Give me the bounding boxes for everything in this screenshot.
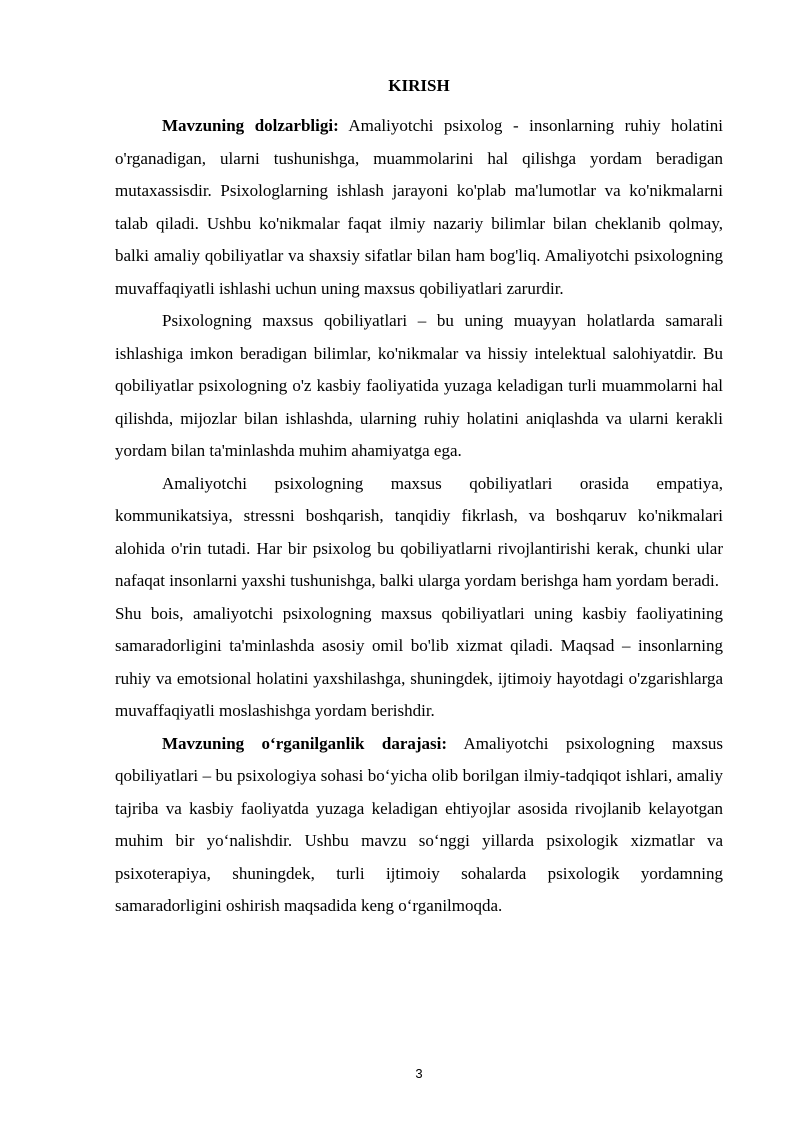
paragraph-study-level bbox=[115, 728, 723, 923]
paragraph-text-relevance: Amaliyotchi psixolog - insonlarning ruhiy holatini o'rganadigan, ularni tushunishga, muammolarini hal qilishga yordam beradigan mutaxassisdir. Psixologlarning ishlash jarayoni ko'plab ma'lumotlar va ko'nikmalarni talab qiladi. Ushbu ko'nikmalar faqat ilmiy nazariy bilimlar bilan cheklanib qolmay, balki amaliy qobiliyatlar va shaxsiy sifatlar bilan ham bog'liq. Amaliyotchi psixologning muvaffaqiyatli ishlashi uchun uning maxsus qobiliyatlari zarurdir. bbox=[115, 116, 723, 298]
page-number: 3 bbox=[415, 1066, 423, 1081]
section-heading: KIRISH bbox=[388, 76, 450, 95]
paragraph-abilities-list: Amaliyotchi psixologning maxsus qobiliyatlari orasida empatiya, kommunikatsiya, stressni boshqarish, tanqidiy fikrlash, va boshqaruv ko'nikmalari alohida o'rin tutadi. Har bir psixolog bu qobiliyatlarni rivojlantirishi kerak, chunki ular nafaqat insonlarni yaxshi tushunishga, balki ularga yordam berishga ham yordam beradi. bbox=[115, 473, 723, 590]
paragraph-relevance bbox=[115, 110, 723, 305]
page-content bbox=[115, 75, 723, 923]
paragraph-lead-study-level: Mavzuning o‘rganilganlik darajasi: bbox=[162, 733, 448, 753]
paragraph-text-study-level: Amaliyotchi psixologning maxsus qobiliyatlari – bu psixologiya sohasi bo‘yicha olib borilgan ilmiy-tadqiqot ishlari, amaliy tajriba va kasbiy faoliyatda yuzaga keladigan ehtiyojlar asosida rivojlanib kelayotgan muhim bir yo‘nalishdir. Ushbu mavzu so‘nggi yillarda psixologik xizmatlar va psixoterapiya, shuningdek, turli ijtimoiy sohalarda psixologik yordamning samaradorligini oshirish maqsadida keng o‘rganilmoqda. bbox=[115, 733, 723, 915]
paragraph-lead-relevance: Mavzuning dolzarbligi: bbox=[162, 116, 339, 135]
paragraph-special-abilities: Psixologning maxsus qobiliyatlari – bu uning muayyan holatlarda samarali ishlashiga imkon beradigan bilimlar, ko'nikmalar va hissiy intelektual salohiyatdir. Bu qobiliyatlar psixologning o'z kasbiy faoliyatida yuzaga keladigan turli muammolarni hal qilishda, mijozlar bilan ishlashda, ularning ruhiy holatini aniqlashda va ularni kerakli yordam bilan ta'minlashda muhim ahamiyatga ega. bbox=[115, 311, 723, 460]
paragraph-conclusion: Shu bois, amaliyotchi psixologning maxsus qobiliyatlari uning kasbiy faoliyatining samaradorligini ta'minlashda asosiy omil bo'lib xizmat qiladi. Maqsad – insonlarning ruhiy va emotsional holatini yaxshilashga, shuningdek, ijtimoiy hayotdagi o'zgarishlarga muvaffaqiyatli moslashishga yordam berishdir. bbox=[115, 603, 723, 720]
